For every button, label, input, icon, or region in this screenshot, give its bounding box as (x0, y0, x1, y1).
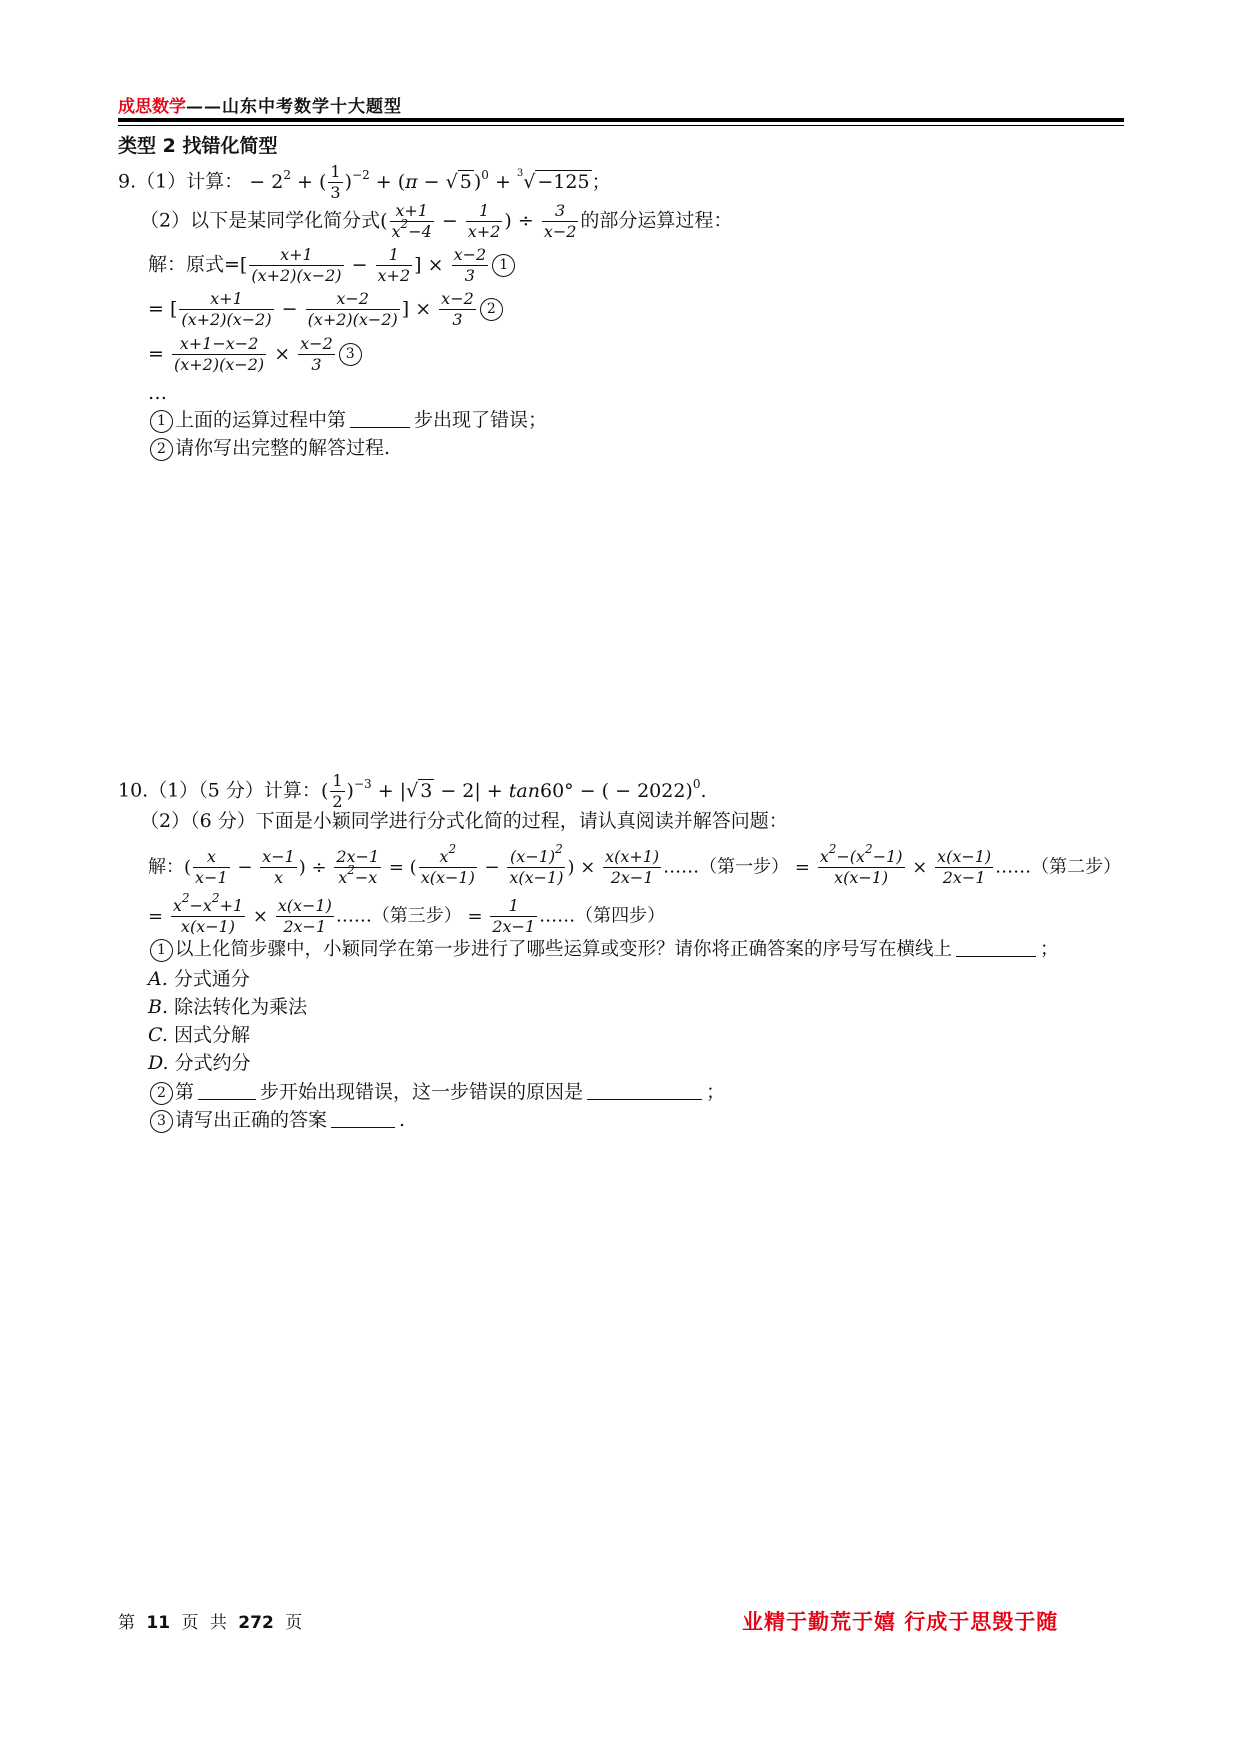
q9-solution-step1: 解：原式=[ $\frac{x+1}{(x+2)(x-2)}$ − $\frac{1}{x+2}$ ] × $\frac{x-2}{3}$ 1 (148, 247, 517, 284)
q10-subquestion-3: 3 请写出正确的答案 . (148, 1107, 405, 1133)
subq-marker-1: 1 (150, 939, 173, 962)
step-label-4: ……（第四步） (539, 905, 666, 927)
q9-solution-label: 解：原式= (148, 253, 240, 276)
current-page: 11 (146, 1613, 171, 1633)
header-rule-thick (118, 118, 1124, 122)
q9-part2 (140, 203, 732, 240)
q10-option-b: B. 除法转化为乘法 (148, 996, 308, 1018)
q9-part1-expression: − $2^2$ + ( $\frac{1}{3}$ )$^{-2}$ + (π − √ 5 )$^0$ + $^3$√ −125 ； (249, 162, 611, 202)
q10-option-a: A. 分式通分 (148, 968, 250, 990)
step-marker-2: 2 (480, 298, 503, 321)
header-subtitle: ——山东中考数学十大题型 (186, 97, 402, 117)
q9-part2-tail: 的部分运算过程： (580, 209, 733, 232)
q9-solution-step2: = [ $\frac{x+1}{(x+2)(x-2)}$ − $\frac{x-2}{(x+2)(x-2)}$ ] × $\frac{x-2}{3}$ 2 (148, 291, 505, 328)
step-marker-3: 3 (339, 343, 362, 366)
answer-blank[interactable] (587, 1081, 702, 1100)
q10-solution-line2: = $\frac{x^2-x^2+1}{x(x-1)}$ × $\frac{x(x-1)}{2x-1}$ ……（第三步） = $\frac{1}{2x-1}$ ……（第四步） (148, 891, 666, 936)
q9-ellipsis: … (148, 382, 167, 404)
step-label-3: ……（第三步） (335, 905, 462, 927)
q10-part1-label: （1）（5 分）计算： (148, 779, 321, 802)
q10-part2: （2）（6 分）下面是小颖同学进行分式化简的过程，请认真阅读并解答问题： (140, 810, 788, 832)
q10-option-d: D. 分式约分 (148, 1052, 251, 1074)
subq-marker-2: 2 (150, 1082, 173, 1105)
q10-subquestion-2: 2 第 步开始出现错误，这一步错误的原因是 ； (148, 1079, 725, 1105)
footer-motto: 业精于勤荒于嬉 行成于思毁于随 (742, 1610, 1059, 1634)
header-rule-thin (118, 125, 1124, 126)
section-title: 类型 2 找错化简型 (118, 135, 278, 157)
q10-solution-line1: 解：( $\frac{x}{x-1}$ − $\frac{x-1}{x}$ ) ÷ $\frac{2x-1}{x^2-x}$ = ( $\frac{x^2}{x(x-1)}$ − $\frac{(x-1)^2}{x(x-1)}$ ) × $\frac{x(x+1)}{2x-1}$ ……（第一步） = $\frac{x^2-(x^2-1)}{x(x-1)}$ × $\frac{x(x-1)}{2x-1}$ ……（第二步） (148, 842, 1122, 887)
total-pages: 272 (238, 1613, 274, 1633)
header (118, 92, 402, 117)
q10-part1-expression: ( $\frac{1}{2}$ )$^{-3}$ + |√ 3 − 2| + tan60° − ( − 2022)$^0$. (320, 771, 707, 811)
step-marker-1: 1 (492, 254, 515, 277)
q9-subquestion-2: 2 请你写出完整的解答过程. (148, 435, 390, 461)
answer-blank[interactable] (350, 409, 410, 428)
answer-blank[interactable] (331, 1109, 395, 1128)
q10-subquestion-1: 1 以上化简步骤中，小颖同学在第一步进行了哪些运算或变形？请你将正确答案的序号写在横线上 ； (148, 937, 1059, 963)
answer-blank[interactable] (956, 938, 1036, 957)
step-label-1: ……（第一步） (663, 856, 790, 878)
step-label-2: ……（第二步） (995, 856, 1122, 878)
subq-marker-3: 3 (150, 1110, 173, 1133)
q10-option-c: C. 因式分解 (148, 1024, 250, 1046)
page-number: 第 11 页 共 272 页 (118, 1613, 303, 1633)
q9-part2-label: （2）以下是某同学化简分式 (140, 209, 381, 232)
subq-marker-2: 2 (150, 438, 173, 461)
subq-marker-1: 1 (150, 410, 173, 433)
q9-part1 (118, 164, 611, 201)
q9-part1-label: （1）计算： (136, 170, 244, 193)
q10-part1 (118, 773, 707, 810)
q9-number: 9. (118, 170, 137, 193)
brand-title: 成思数学 (118, 97, 186, 117)
q9-solution-step3: = $\frac{x+1-x-2}{(x+2)(x-2)}$ × $\frac{x-2}{3}$ 3 (148, 336, 364, 373)
q9-subquestion-1: 1 上面的运算过程中第 步出现了错误； (148, 407, 547, 433)
answer-blank[interactable] (198, 1081, 256, 1100)
q10-number: 10. (118, 779, 149, 802)
q9-part2-expression: ( $\frac{x+1}{x^2-4}$ − $\frac{1}{x+2}$ ) ÷ $\frac{3}{x-2}$ (380, 201, 577, 241)
